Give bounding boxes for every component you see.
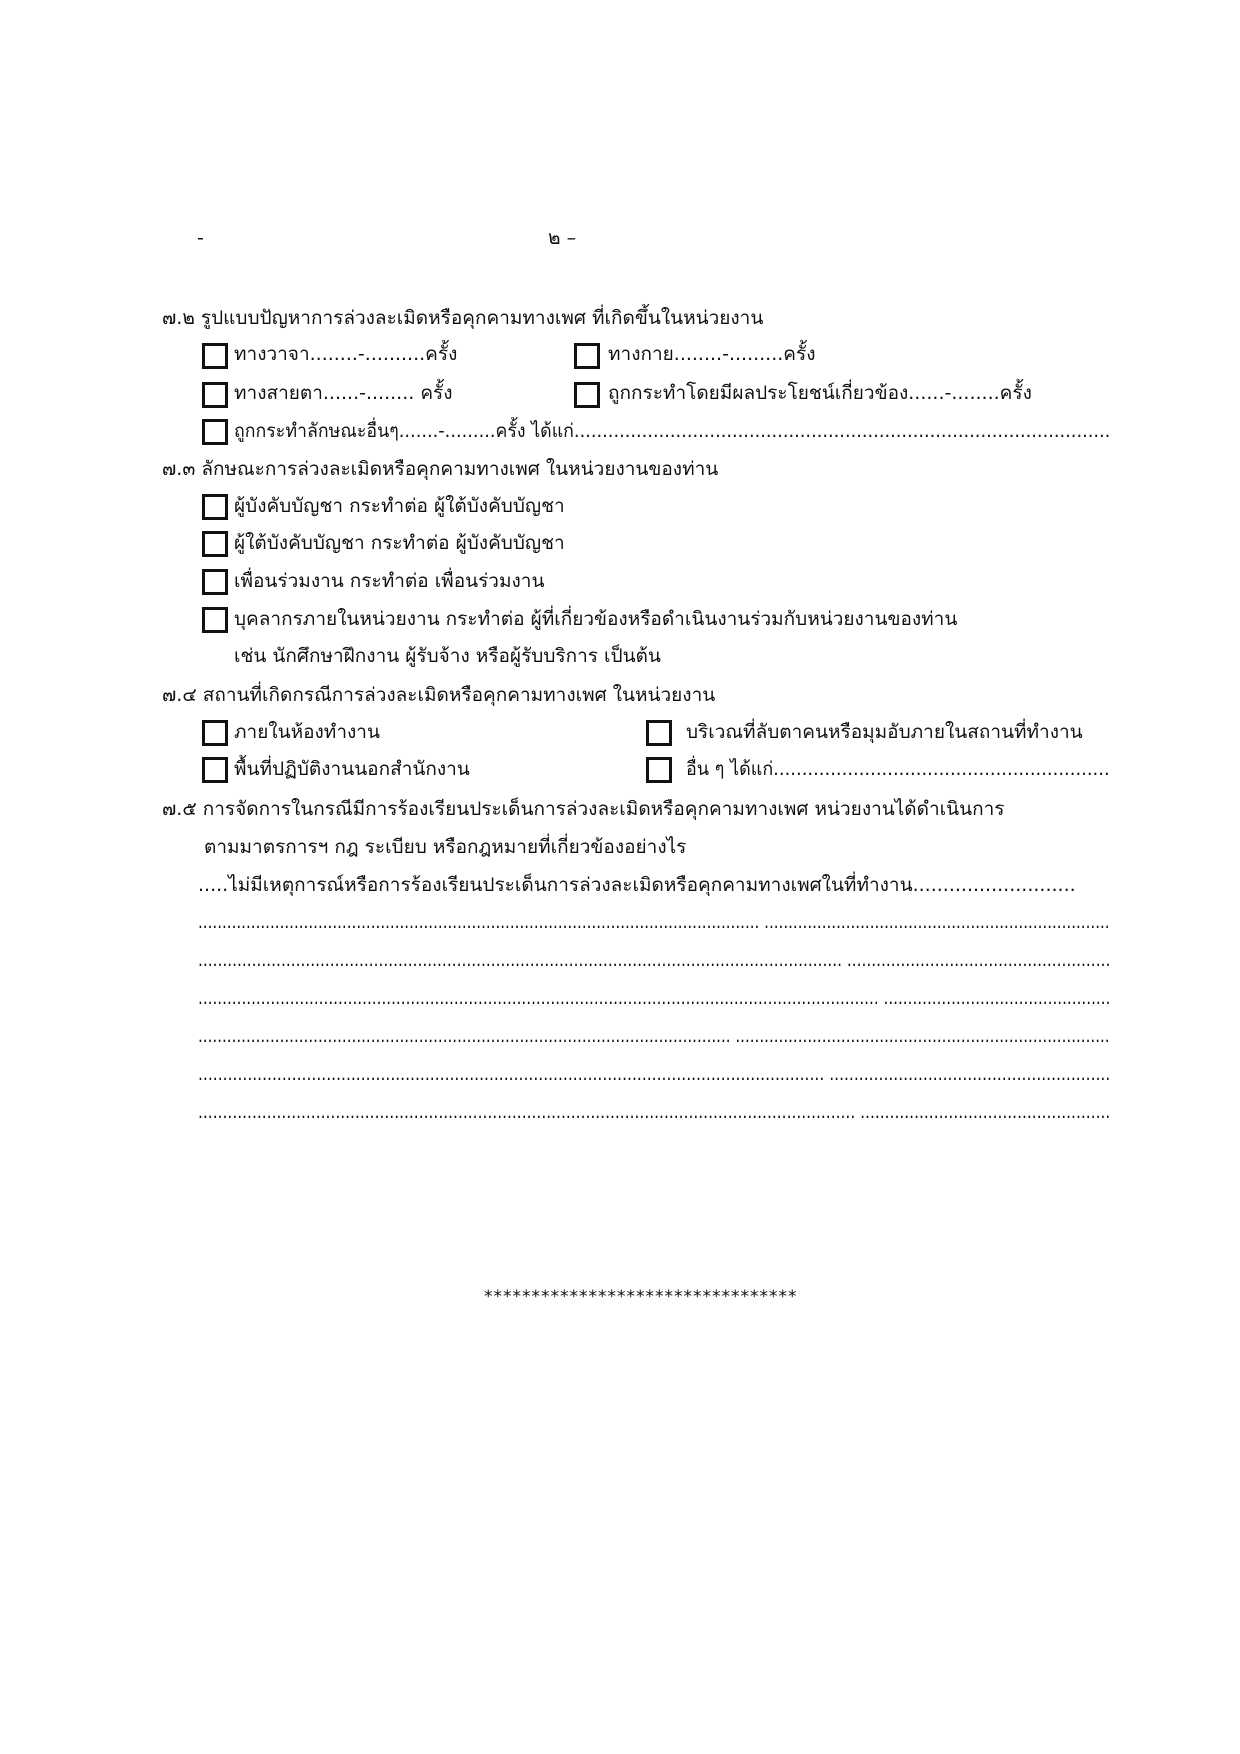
blank-answer-line: ...................................................................................................................................... ...................................................	[198, 1101, 1111, 1123]
checkbox-secluded-area[interactable]	[646, 720, 672, 746]
blank-answer-line: ............................................................................................................................... .........................................................	[198, 1063, 1111, 1085]
checkbox-other-place[interactable]	[646, 757, 672, 783]
section-7-2-heading: ๗.๒ รูปแบบปัญหาการล่วงละเมิดหรือคุกคามทางเพศ ที่เกิดขึ้นในหน่วยงาน	[162, 307, 764, 329]
section-7-5-heading: ๗.๕ การจัดการในกรณีมีการร้องเรียนประเด็นการล่วงละเมิดหรือคุกคามทางเพศ หน่วยงานได้ดำเนินการ	[162, 798, 1005, 820]
option-other-forms-label: ถูกกระทำลักษณะอื่นๆ.......-.........ครั้ง ได้แก่...............................................................................................	[234, 420, 1111, 442]
option-secluded-area-label: บริเวณที่ลับตาคนหรือมุมอับภายในสถานที่ทำงาน	[686, 721, 1083, 743]
checkbox-visual[interactable]	[202, 382, 228, 408]
checkbox-colleague-to-colleague[interactable]	[202, 569, 228, 595]
option-staff-to-external-label: บุคลากรภายในหน่วยงาน กระทำต่อ ผู้ที่เกี่ยวข้องหรือดำเนินงานร่วมกับหน่วยงานของท่าน	[234, 608, 958, 630]
blank-answer-line: .................................................................................................................................... ......................................................	[198, 949, 1111, 971]
section-7-4-heading: ๗.๔ สถานที่เกิดกรณีการล่วงละเมิดหรือคุกคามทางเพศ ในหน่วยงาน	[162, 684, 716, 706]
option-benefit-related-label: ถูกกระทำโดยมีผลประโยชน์เกี่ยวข้อง......-........ครั้ง	[608, 382, 1032, 404]
option-inside-office-label: ภายในห้องทำงาน	[234, 721, 380, 743]
option-staff-to-external-continuation: เช่น นักศึกษาฝึกงาน ผู้รับจ้าง หรือผู้รับบริการ เป็นต้น	[234, 645, 661, 667]
checkbox-superior-to-subordinate[interactable]	[202, 494, 228, 520]
checkbox-other-forms[interactable]	[202, 419, 228, 445]
section-7-3-heading: ๗.๓ ลักษณะการล่วงละเมิดหรือคุกคามทางเพศ ในหน่วยงานของท่าน	[162, 458, 719, 480]
end-of-document-stars: *********************************	[484, 1287, 798, 1307]
checkbox-benefit-related[interactable]	[574, 382, 600, 408]
option-visual-label: ทางสายตา......-........ ครั้ง	[234, 382, 453, 404]
page-number: ๒ –	[548, 227, 577, 249]
blank-answer-line: ............................................................................................................................................. ...............................................	[198, 987, 1111, 1009]
option-colleague-to-colleague-label: เพื่อนร่วมงาน กระทำต่อ เพื่อนร่วมงาน	[234, 570, 545, 592]
section-7-5-heading-continuation: ตามมาตรการฯ กฎ ระเบียบ หรือกฎหมายที่เกี่ยวข้องอย่างไร	[204, 836, 687, 858]
option-superior-to-subordinate-label: ผู้บังคับบัญชา กระทำต่อ ผู้ใต้บังคับบัญชา	[234, 495, 565, 517]
blank-answer-line: ............................................................................................................... ..............................................................................	[198, 1025, 1110, 1047]
option-verbal-label: ทางวาจา........-..........ครั้ง	[234, 343, 458, 365]
header-dash: -	[197, 227, 204, 249]
checkbox-offsite-area[interactable]	[202, 757, 228, 783]
option-offsite-area-label: พื้นที่ปฏิบัติงานนอกสำนักงาน	[234, 758, 470, 780]
checkbox-verbal[interactable]	[202, 343, 228, 369]
blank-answer-line: ..................................................................................................................... ........................................................................	[198, 911, 1110, 933]
checkbox-physical[interactable]	[574, 343, 600, 369]
option-physical-label: ทางกาย........-.........ครั้ง	[608, 343, 816, 365]
checkbox-subordinate-to-superior[interactable]	[202, 531, 228, 557]
answer-text: .....ไม่มีเหตุการณ์หรือการร้องเรียนประเด็นการล่วงละเมิดหรือคุกคามทางเพศในที่ทำงาน...........................	[198, 874, 1076, 896]
checkbox-inside-office[interactable]	[202, 720, 228, 746]
checkbox-staff-to-external[interactable]	[202, 607, 228, 633]
option-subordinate-to-superior-label: ผู้ใต้บังคับบัญชา กระทำต่อ ผู้บังคับบัญชา	[234, 532, 565, 554]
option-other-place-label: อื่น ๆ ได้แก่...........................................................	[686, 758, 1110, 780]
